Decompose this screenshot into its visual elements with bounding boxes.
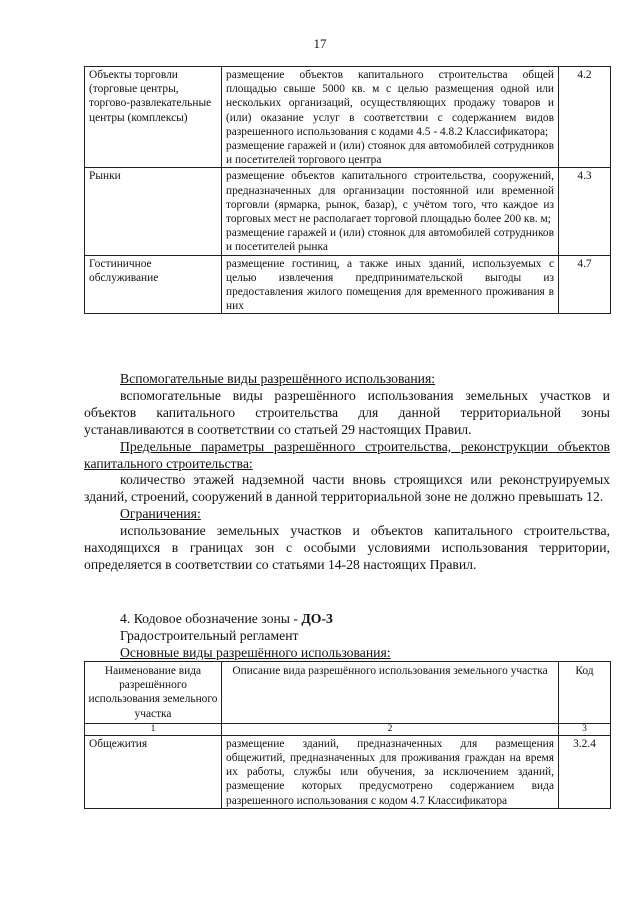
- table-row: [85, 67, 611, 168]
- use-type-description: размещение объектов капитального строительства, сооружений, предназначенных для организации постоянной или временной торговли (ярмарка, рынок, базар), с учётом того, что каждое из торговых мест не располагает торговой площадью более 200 кв. м; размещение гаражей и (или) стоянок для автомобилей сотрудников и посетителей рынка: [222, 168, 559, 255]
- use-type-name: Гостиничное обслуживание: [85, 255, 222, 314]
- land-use-table-continued: [84, 66, 611, 314]
- auxiliary-uses-text: вспомогательные виды разрешённого использования земельных участков и объектов капитального строительства для данной территориальной зоны устанавливаются в соответствии со статьей 29 настоящих Правил.: [84, 387, 610, 437]
- auxiliary-uses-heading: Вспомогательные виды разрешённого использования:: [120, 371, 436, 386]
- table-row: [85, 168, 611, 255]
- zone-section: [84, 610, 610, 661]
- limit-parameters-heading: Предельные параметры разрешённого строительства, реконструкции объектов капитального строительства:: [84, 438, 610, 471]
- restrictions-heading: Ограничения:: [120, 506, 201, 522]
- use-type-description: размещение объектов капитального строительства общей площадью свыше 5000 кв. м с целью размещения одной или нескольких организаций, осуществляющих продажу товаров и (или) оказание услуг в соответствии с содержанием видов разрешенного использования с кодами 4.5 - 4.8.2 Классификатора; размещение гаражей и (или) стоянок для автомобилей сотрудников и посетителей торгового центра: [222, 67, 559, 168]
- table-row: [85, 255, 611, 314]
- zone-title: 4. Кодовое обозначение зоны - ДО-3: [120, 611, 333, 626]
- limit-parameters-text: количество этажей надземной части вновь строящихся или реконструируемых зданий, строений, сооружений в данной территориальной зоне не должно превышать 12.: [84, 472, 610, 505]
- auxiliary-uses-section: [84, 371, 610, 574]
- column-number: 1: [85, 723, 222, 735]
- use-type-code: 4.7: [559, 255, 611, 314]
- main-uses-heading: Основные виды разрешённого использования:: [120, 645, 391, 660]
- zone-code: ДО-3: [301, 611, 333, 626]
- use-type-code: 4.3: [559, 168, 611, 255]
- zone-regulation: Градостроительный регламент: [120, 628, 299, 643]
- table-header-row: [85, 662, 611, 724]
- column-number: 3: [559, 723, 611, 735]
- table-row: [85, 735, 611, 808]
- use-type-name: Рынки: [85, 168, 222, 255]
- header-description: Описание вида разрешённого использования земельного участка: [222, 662, 559, 724]
- use-type-name: Объекты торговли (торговые центры, торгово-развлекательные центры (комплексы): [85, 67, 222, 168]
- use-type-name: Общежития: [85, 735, 222, 808]
- use-type-code: 4.2: [559, 67, 611, 168]
- main-uses-table: [84, 661, 611, 809]
- column-number-row: [85, 723, 611, 735]
- use-type-description: размещение зданий, предназначенных для размещения общежитий, предназначенных для проживания граждан на время их работы, службы или обучения, за исключением зданий, размещение которых предусмотрено содержанием вида разрешенного использования с кодом 4.7 Классификатора: [222, 735, 559, 808]
- use-type-code: 3.2.4: [559, 735, 611, 808]
- header-code: Код: [559, 662, 611, 724]
- header-name: Наименование вида разрешённого использования земельного участка: [85, 662, 222, 724]
- use-type-description: размещение гостиниц, а также иных зданий, используемых с целью извлечения предпринимательской выгоды из предоставления жилого помещения для временного проживания в них: [222, 255, 559, 314]
- page-number: 17: [313, 36, 327, 51]
- restrictions-text: использование земельных участков и объектов капитального строительства, находящихся в границах зон с особыми условиями использования территории, определяется в соответствии со статьями 14-28 настоящих Правил.: [84, 523, 610, 572]
- column-number: 2: [222, 723, 559, 735]
